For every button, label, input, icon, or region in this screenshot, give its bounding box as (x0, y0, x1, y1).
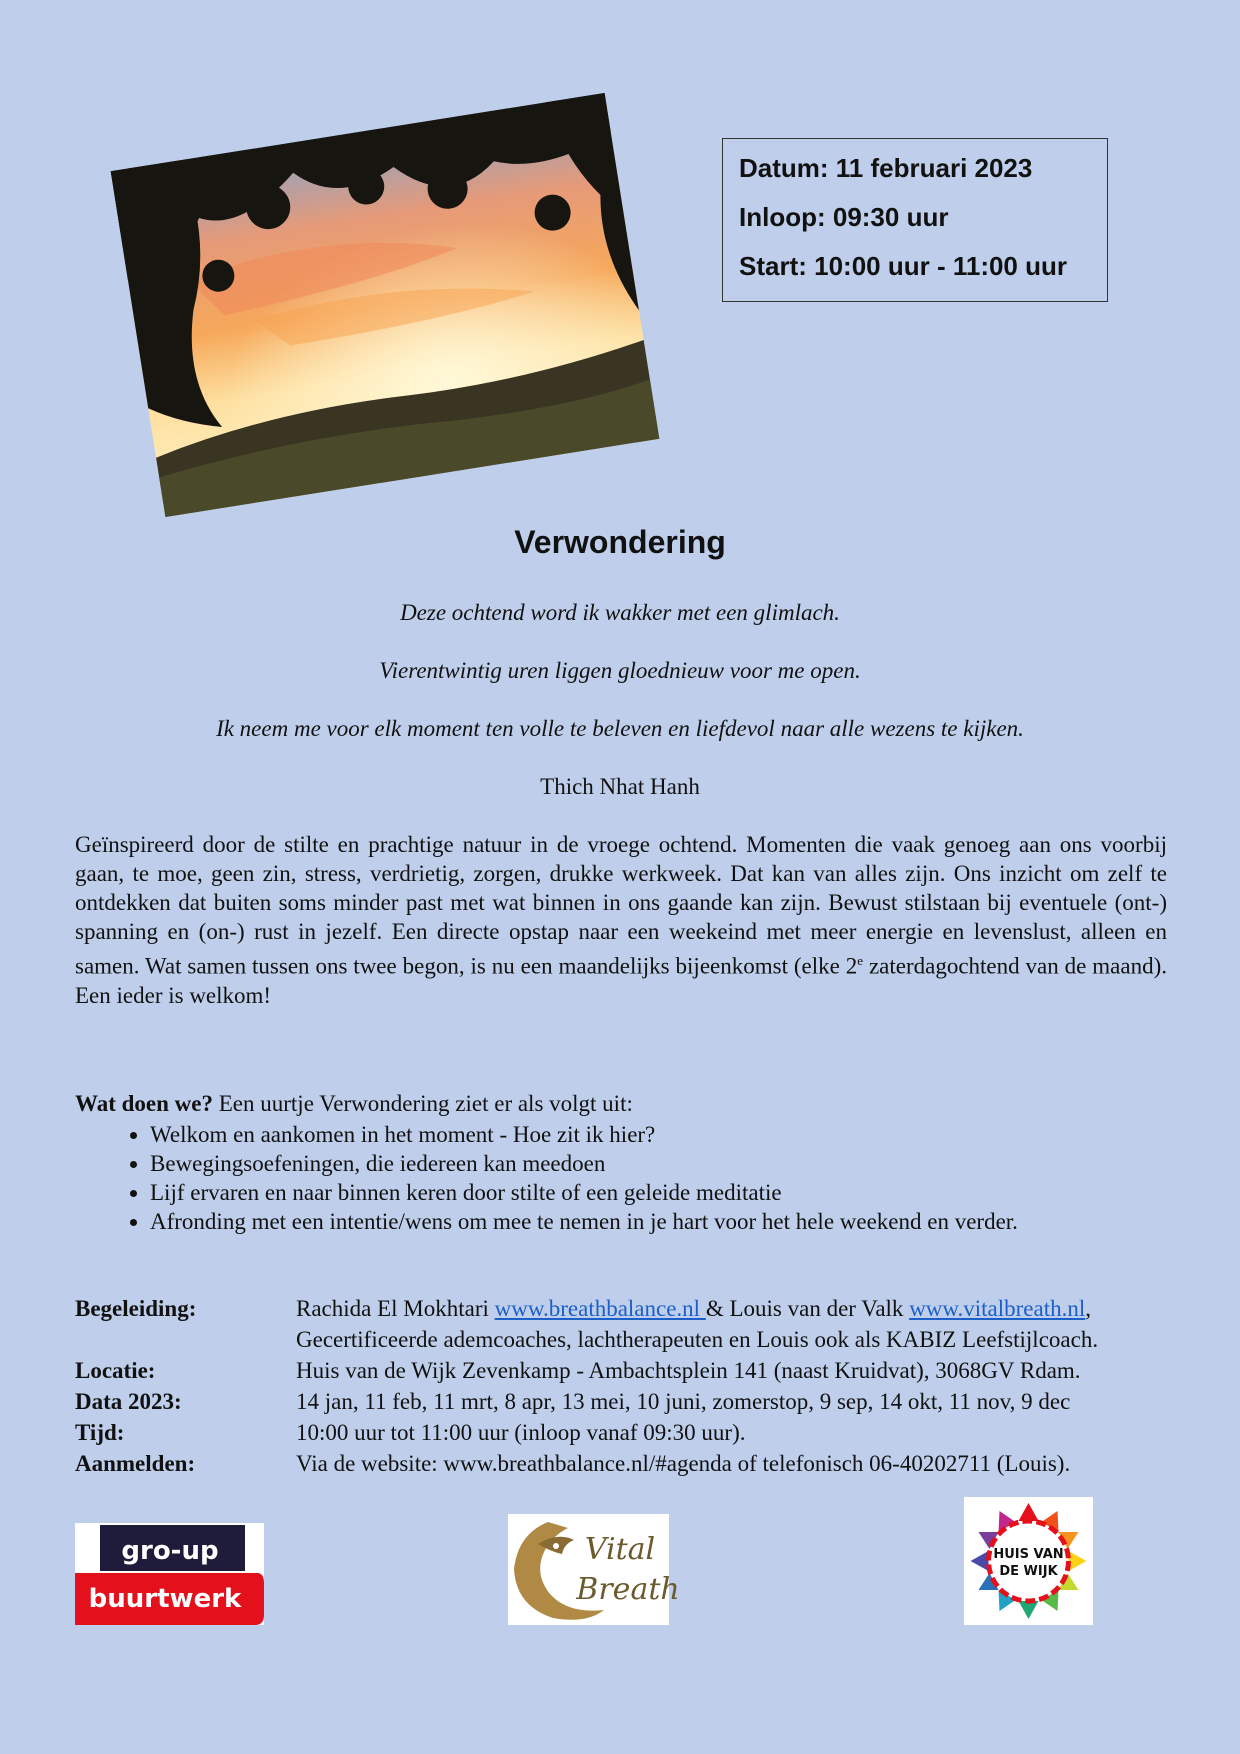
begeleiding-label: Begeleiding: (75, 1296, 197, 1321)
huis-van-text: HUIS VAN (993, 1547, 1064, 1562)
intro-paragraph: Geïnspireerd door de stilte en prachtige natuur in de vroege ochtend. Momenten die vaak genoeg aan ons voorbij gaan, te moe, geen zin, stress, verdrietig, zorgen, drukke werkweek. Dat kan van alles zijn. Ons inzicht om zelf te ontdekken dat buiten soms minder past met wat binnen in ons gaande kan zijn. Bewust stilstaan bij eventuele (ont-) spanning en (on-) rust in jezelf. Een directe opstap naar een weekeind met meer energie en levenslust, alleen en samen. Wat samen tussen ons twee begon, is nu een maandelijks bijeenkomst (elke 2e zaterdagochtend van de maand). Een ieder is welkom! (75, 832, 1167, 1008)
sunrise-photo (111, 93, 660, 517)
quote-author: Thich Nhat Hanh (540, 774, 700, 799)
event-walk-in: Inloop: 09:30 uur (739, 202, 949, 232)
sunrise-photo-image (111, 93, 660, 517)
locatie-value: Huis van de Wijk Zevenkamp - Ambachtsplein 141 (naast Kruidvat), 3068GV Rdam. (296, 1358, 1081, 1383)
begeleiding-value: Rachida El Mokhtari www.breathbalance.nl & Louis van der Valk www.vitalbreath.nl, (296, 1296, 1092, 1321)
quote-line-1: Deze ochtend word ik wakker met een glimlach. (400, 600, 840, 625)
list-item: • Bewegingsoefeningen, die iedereen kan meedoen (150, 1149, 1018, 1178)
event-start: Start: 10:00 uur - 11:00 uur (739, 251, 1067, 281)
vital-breath-logo (508, 1514, 680, 1625)
activities-list (75, 1120, 1018, 1236)
activities-intro: Wat doen we? Een uurtje Verwondering ziet er als volgt uit: (75, 1091, 633, 1116)
begeleiding-description: Gecertificeerde ademcoaches, lachtherapeuten en Louis ook als KABIZ Leefstijlcoach. (296, 1327, 1099, 1352)
tijd-label: Tijd: (75, 1420, 125, 1445)
vitalbreath-link[interactable]: www.vitalbreath.nl (909, 1296, 1086, 1321)
list-item: • Welkom en aankomen in het moment - Hoe zit ik hier? (150, 1120, 1018, 1149)
list-item: • Lijf ervaren en naar binnen keren door stilte of een geleide meditatie (150, 1178, 1018, 1207)
aanmelden-value: Via de website: www.breathbalance.nl/#agenda of telefonisch 06-40202711 (Louis). (296, 1451, 1071, 1476)
breath-text: Breath (576, 1572, 680, 1607)
table-row (75, 1355, 1098, 1386)
vital-text: Vital (584, 1532, 656, 1567)
page-title: Verwondering (514, 524, 726, 560)
table-row (75, 1448, 1098, 1479)
de-wijk-text: DE WIJK (999, 1564, 1058, 1579)
data-label: Data 2023: (75, 1389, 182, 1414)
quote-line-2: Vierentwintig uren liggen gloednieuw voor me open. (379, 658, 861, 683)
buurtwerk-text: buurtwerk (88, 1584, 242, 1614)
activities-heading: Wat doen we? (75, 1091, 213, 1116)
event-info-box (722, 138, 1108, 302)
table-row (75, 1324, 1098, 1355)
event-date: Datum: 11 februari 2023 (739, 153, 1033, 183)
tijd-value: 10:00 uur tot 11:00 uur (inloop vanaf 09:30 uur). (296, 1420, 746, 1445)
breathbalance-link[interactable]: www.breathbalance.nl (494, 1296, 706, 1321)
groupup-text: gro-up (121, 1536, 219, 1566)
quote-line-3: Ik neem me voor elk moment ten volle te beleven en liefdevol naar alle wezens te kijken. (216, 716, 1024, 741)
table-row (75, 1386, 1098, 1417)
locatie-label: Locatie: (75, 1358, 156, 1383)
details-table (75, 1293, 1098, 1479)
aanmelden-label: Aanmelden: (75, 1451, 196, 1476)
groupup-buurtwerk-logo (75, 1523, 264, 1625)
table-row (75, 1417, 1098, 1448)
table-row (75, 1293, 1098, 1324)
huis-van-de-wijk-logo (964, 1497, 1093, 1625)
data-value: 14 jan, 11 feb, 11 mrt, 8 apr, 13 mei, 10 juni, zomerstop, 9 sep, 14 okt, 11 nov, 9 dec (296, 1389, 1071, 1414)
list-item: • Afronding met een intentie/wens om mee te nemen in je hart voor het hele weekend en verder. (150, 1207, 1018, 1236)
